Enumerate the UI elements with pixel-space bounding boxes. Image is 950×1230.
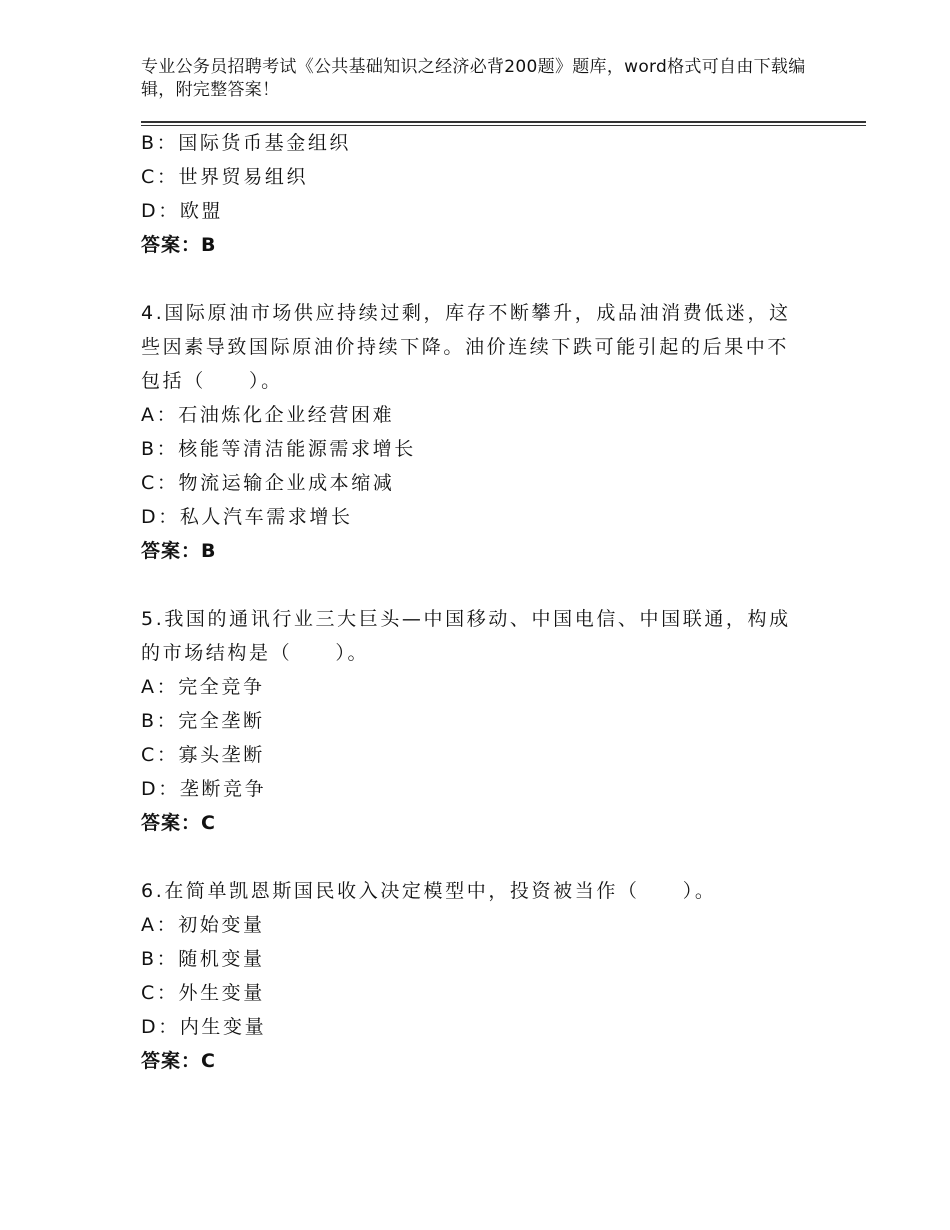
option-d: D：垄断竞争 (141, 778, 267, 800)
option-c: C：物流运输企业成本缩减 (141, 472, 395, 494)
option-a: A：完全竞争 (141, 676, 265, 698)
option-d: D：欧盟 (141, 200, 224, 222)
option-b: B：国际货币基金组织 (141, 132, 352, 154)
header-divider (141, 121, 866, 123)
option-a: A：初始变量 (141, 914, 265, 936)
answer: 答案：C (141, 1050, 216, 1072)
option-c: C：寡头垄断 (141, 744, 265, 766)
question-3-tail (141, 126, 821, 262)
option-a: A：石油炼化企业经营困难 (141, 404, 395, 426)
question-4 (141, 296, 821, 568)
question-stem: 5.我国的通讯行业三大巨头—中国移动、中国电信、中国联通，构成的市场结构是（ ）。 (141, 608, 791, 664)
option-c: C：世界贸易组织 (141, 166, 309, 188)
question-list (141, 126, 821, 1078)
option-b: B：随机变量 (141, 948, 265, 970)
question-stem: 6.在简单凯恩斯国民收入决定模型中，投资被当作（ ）。 (141, 880, 717, 902)
option-b: B：完全垄断 (141, 710, 265, 732)
option-d: D：内生变量 (141, 1016, 267, 1038)
document-header: 专业公务员招聘考试《公共基础知识之经济必背200题》题库，word格式可自由下载编辑，附完整答案！ (141, 57, 806, 100)
question-6 (141, 874, 821, 1078)
option-c: C：外生变量 (141, 982, 265, 1004)
answer: 答案：C (141, 812, 216, 834)
option-b: B：核能等清洁能源需求增长 (141, 438, 416, 460)
answer: 答案：B (141, 540, 217, 562)
question-5 (141, 602, 821, 840)
option-d: D：私人汽车需求增长 (141, 506, 353, 528)
answer: 答案：B (141, 234, 217, 256)
question-stem: 4.国际原油市场供应持续过剩，库存不断攀升，成品油消费低迷，这些因素导致国际原油价持续下降。油价连续下跌可能引起的后果中不包括（ ）。 (141, 302, 791, 392)
